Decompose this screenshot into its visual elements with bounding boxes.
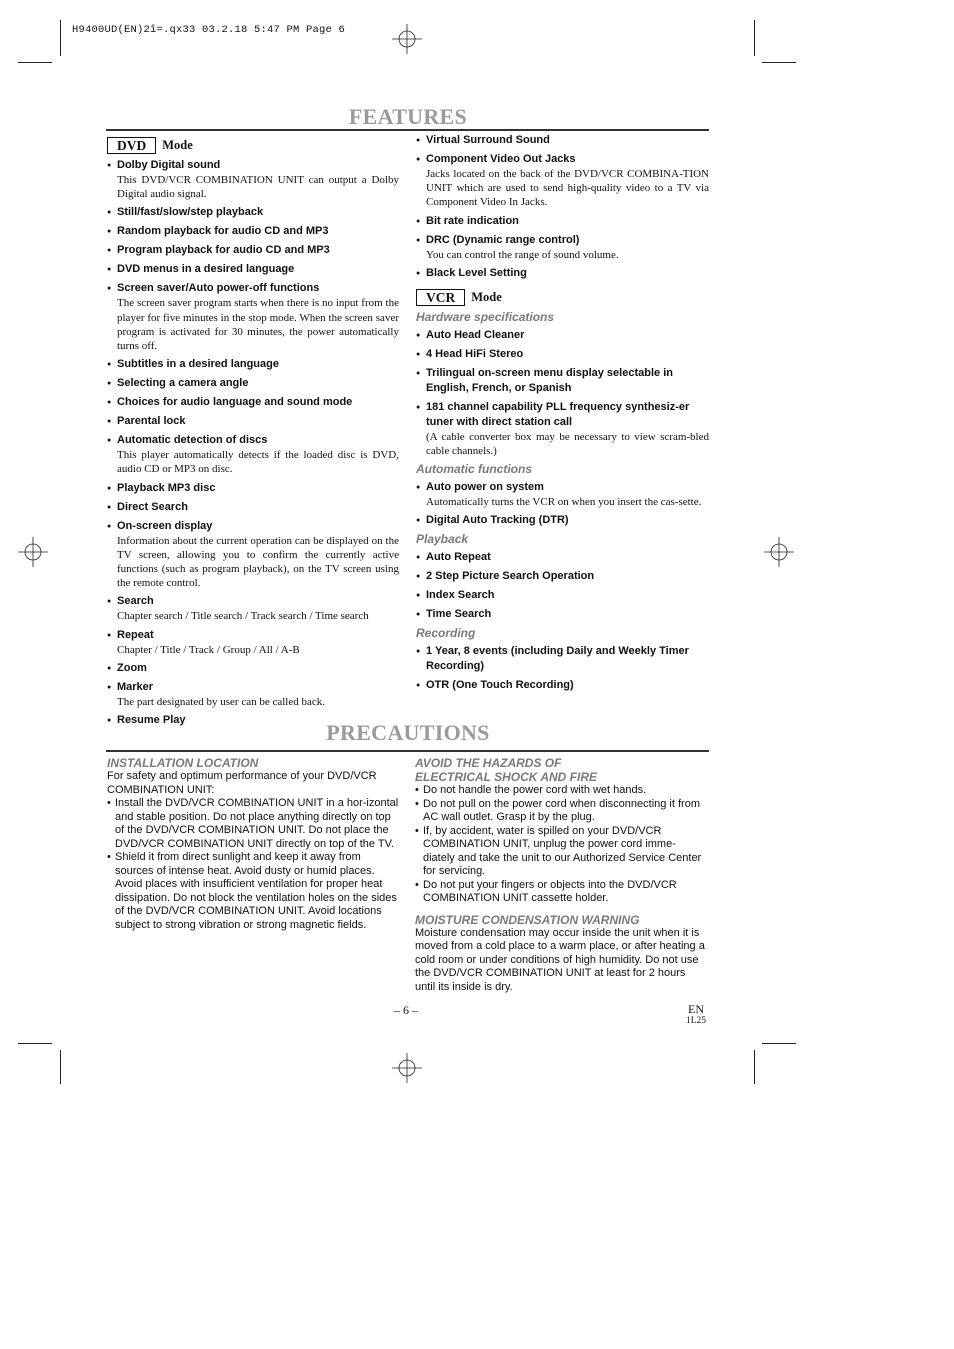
installation-intro: For safety and optimum performance of your DVD/VCR COMBINATION UNIT:: [107, 770, 377, 796]
feature-item: [107, 158, 399, 201]
feature-item: [416, 400, 709, 458]
vcr-group-heading: Playback: [416, 532, 469, 547]
feature-item: [107, 224, 399, 239]
feature-title: ● DVD menus in a desired language: [107, 262, 399, 277]
feature-item: [107, 414, 399, 429]
feature-title: ● Bit rate indication: [416, 214, 709, 229]
moisture-text: Moisture condensation may occur inside the unit when it is moved from a cold place to a warm place, or after heating a cold room or under conditions of high humidity. Do not use the DVD/VCR COMBINATION UNIT at least for 2 hours until its inside is dry.: [415, 926, 705, 993]
feature-title: ● Repeat: [107, 628, 399, 643]
feature-item: [416, 328, 709, 343]
feature-title: ● Black Level Setting: [416, 266, 709, 281]
feature-title: ● 2 Step Picture Search Operation: [416, 569, 709, 584]
feature-item: [416, 366, 709, 396]
feature-title: ● 181 channel capability PLL frequency synthesiz-er tuner with direct station call: [416, 400, 709, 430]
feature-item: [416, 513, 709, 528]
hazards-heading-line1: AVOID THE HAZARDS OF: [415, 756, 562, 770]
feature-item: [107, 500, 399, 515]
crop-mark: [762, 1043, 796, 1044]
dvd-features-column: [107, 137, 399, 732]
feature-description: (A cable converter box may be necessary to view scram-bled cable channels.): [426, 430, 709, 458]
feature-title: ● Auto power on system: [416, 480, 709, 495]
crop-mark: [754, 20, 755, 56]
installation-heading: INSTALLATION LOCATION: [107, 756, 259, 770]
feature-item: [107, 594, 399, 623]
feature-item: [416, 678, 709, 693]
precautions-rule: [106, 750, 709, 752]
feature-title: ● DRC (Dynamic range control): [416, 233, 709, 248]
vcr-group-heading: Hardware specifications: [416, 309, 555, 324]
feature-description: The screen saver program starts when there is no input from the player for five minutes in the stop mode. When the screen saver program is activated for 30 minutes, the power automatically turns off.: [117, 297, 399, 353]
feature-description: The part designated by user can be called back.: [117, 695, 325, 708]
feature-item: [416, 152, 709, 210]
precaution-bullet: • Shield it from direct sunlight and keep it away from sources of intense heat. Avoid dusty or humid places. Avoid places with insufficient ventilation for proper heat dissipation. Do not block the ventilation holes on the sides of the DVD/VCR COMBINATION UNIT. Avoid locations subject to strong vibration or strong magnetic fields.: [107, 851, 399, 932]
feature-title: ● Still/fast/slow/step playback: [107, 205, 399, 220]
feature-title: ● Component Video Out Jacks: [416, 152, 709, 167]
feature-item: [416, 569, 709, 584]
feature-item: [416, 550, 709, 565]
mode-label: Mode: [162, 138, 193, 152]
language-code: [686, 1003, 706, 1027]
hazards-section: [415, 756, 707, 994]
moisture-heading: MOISTURE CONDENSATION WARNING: [415, 912, 640, 927]
print-slug: H9400UD(EN)2î=.qx33 03.2.18 5:47 PM Page 6: [72, 24, 346, 36]
feature-title: ● Automatic detection of discs: [107, 433, 399, 448]
feature-item: [416, 266, 709, 281]
precaution-bullet: • Do not pull on the power cord when disconnecting it from AC wall outlet. Grasp it by the plug.: [415, 798, 707, 825]
feature-title: ● 1 Year, 8 events (including Daily and Weekly Timer Recording): [416, 644, 709, 674]
precaution-bullet: • Do not put your fingers or objects into the DVD/VCR COMBINATION UNIT cassette holder.: [415, 879, 707, 906]
feature-item: [107, 680, 399, 709]
feature-title: ● Program playback for audio CD and MP3: [107, 243, 399, 258]
feature-item: [416, 480, 709, 509]
feature-title: ● Auto Repeat: [416, 550, 709, 565]
feature-title: ● Dolby Digital sound: [107, 158, 399, 173]
feature-title: ● 4 Head HiFi Stereo: [416, 347, 709, 362]
crop-mark: [762, 62, 796, 63]
vcr-feature-groups: [416, 310, 709, 694]
feature-title: ● Parental lock: [107, 414, 399, 429]
crop-mark: [60, 20, 61, 56]
crop-mark: [754, 1050, 755, 1084]
dvd-feature-list-continued: [416, 133, 709, 281]
feature-item: [107, 628, 399, 657]
feature-item: [107, 661, 399, 676]
feature-title: ● Trilingual on-screen menu display selectable in English, French, or Spanish: [416, 366, 709, 396]
feature-title: ● Marker: [107, 680, 399, 695]
feature-item: [416, 588, 709, 603]
feature-item: [416, 644, 709, 674]
crop-mark: [18, 62, 52, 63]
registration-mark-icon: [392, 24, 422, 54]
crop-mark: [60, 1050, 61, 1084]
feature-description: This player automatically detects if the loaded disc is DVD, audio CD or MP3 on disc.: [117, 449, 399, 476]
document-code: 1L25: [686, 1016, 707, 1026]
feature-item: [107, 433, 399, 476]
feature-item: [416, 214, 709, 229]
feature-item: [107, 281, 399, 353]
feature-title: ● OTR (One Touch Recording): [416, 678, 709, 693]
vcr-mode-header: [416, 289, 709, 306]
feature-title: ● Subtitles in a desired language: [107, 357, 399, 372]
feature-item: [416, 607, 709, 622]
feature-description: Jacks located on the back of the DVD/VCR COMBINA-TION UNIT which are used to send high-quality video to a TV via Component Video In Jacks.: [426, 168, 709, 209]
feature-item: [416, 347, 709, 362]
registration-mark-icon: [392, 1053, 422, 1083]
installation-location-section: [107, 756, 399, 932]
right-features-column: [416, 133, 709, 697]
feature-item: [107, 376, 399, 391]
feature-item: [107, 357, 399, 372]
installation-bullets: [107, 797, 399, 932]
feature-title: ● Random playback for audio CD and MP3: [107, 224, 399, 239]
vcr-group-heading: Recording: [416, 626, 476, 641]
precaution-bullet: • Install the DVD/VCR COMBINATION UNIT in a hor-izontal and stable position. Do not place anything directly on top of the DVD/VCR COMBINATION UNIT. Do not place the DVD/VCR COMBINATION UNIT directly on top of the TV.: [107, 797, 399, 851]
feature-description: You can control the range of sound volume.: [426, 248, 619, 261]
feature-description: Chapter search / Title search / Track search / Time search: [117, 610, 369, 623]
dvd-mode-header: [107, 137, 399, 154]
feature-description: Information about the current operation can be displayed on the TV screen, allowing you to confirm the currently active functions (such as program playback), on the TV screen using the remote control.: [117, 534, 399, 590]
feature-title: ● Screen saver/Auto power-off functions: [107, 281, 399, 296]
hazards-heading-line2: ELECTRICAL SHOCK AND FIRE: [415, 770, 598, 784]
vcr-mode-box: VCR: [416, 289, 465, 306]
precaution-bullet: • If, by accident, water is spilled on your DVD/VCR COMBINATION UNIT, unplug the power cord imme-diately and take the unit to our Authorized Service Center for servicing.: [415, 825, 707, 879]
feature-title: ● Time Search: [416, 607, 709, 622]
feature-item: [107, 519, 399, 591]
feature-title: ● On-screen display: [107, 519, 399, 534]
feature-description: This DVD/VCR COMBINATION UNIT can output a Dolby Digital audio signal.: [117, 174, 399, 201]
feature-title: ● Virtual Surround Sound: [416, 133, 709, 148]
language-label: EN: [688, 1002, 705, 1016]
feature-title: ● Zoom: [107, 661, 399, 676]
feature-title: ● Selecting a camera angle: [107, 376, 399, 391]
feature-item: [416, 233, 709, 262]
feature-item: [107, 481, 399, 496]
registration-mark-icon: [18, 537, 48, 567]
features-title: FEATURES: [348, 104, 468, 129]
crop-mark: [18, 1043, 52, 1044]
dvd-feature-list: [107, 158, 399, 728]
feature-title: ● Playback MP3 disc: [107, 481, 399, 496]
feature-description: Chapter / Title / Track / Group / All / A-B: [117, 643, 300, 656]
precautions-title: PRECAUTIONS: [326, 720, 490, 745]
feature-item: [107, 395, 399, 410]
page-number: – 6 –: [394, 1003, 418, 1017]
feature-item: [107, 243, 399, 258]
feature-title: ● Index Search: [416, 588, 709, 603]
feature-title: ● Search: [107, 594, 399, 609]
vcr-group-heading: Automatic functions: [416, 462, 532, 477]
dvd-mode-box: DVD: [107, 137, 156, 154]
features-rule: [106, 129, 709, 131]
feature-description: Automatically turns the VCR on when you insert the cas-sette.: [426, 496, 702, 509]
feature-title: ● Choices for audio language and sound mode: [107, 395, 399, 410]
feature-title: ● Auto Head Cleaner: [416, 328, 709, 343]
feature-item: [416, 133, 709, 148]
feature-title: ● Resume Play: [107, 713, 399, 728]
feature-item: [107, 205, 399, 220]
precaution-bullet: • Do not handle the power cord with wet hands.: [415, 784, 707, 798]
feature-title: ● Digital Auto Tracking (DTR): [416, 513, 709, 528]
feature-title: ● Direct Search: [107, 500, 399, 515]
feature-item: [107, 262, 399, 277]
mode-label: Mode: [471, 289, 502, 304]
hazards-bullets: [415, 784, 707, 906]
registration-mark-icon: [764, 537, 794, 567]
